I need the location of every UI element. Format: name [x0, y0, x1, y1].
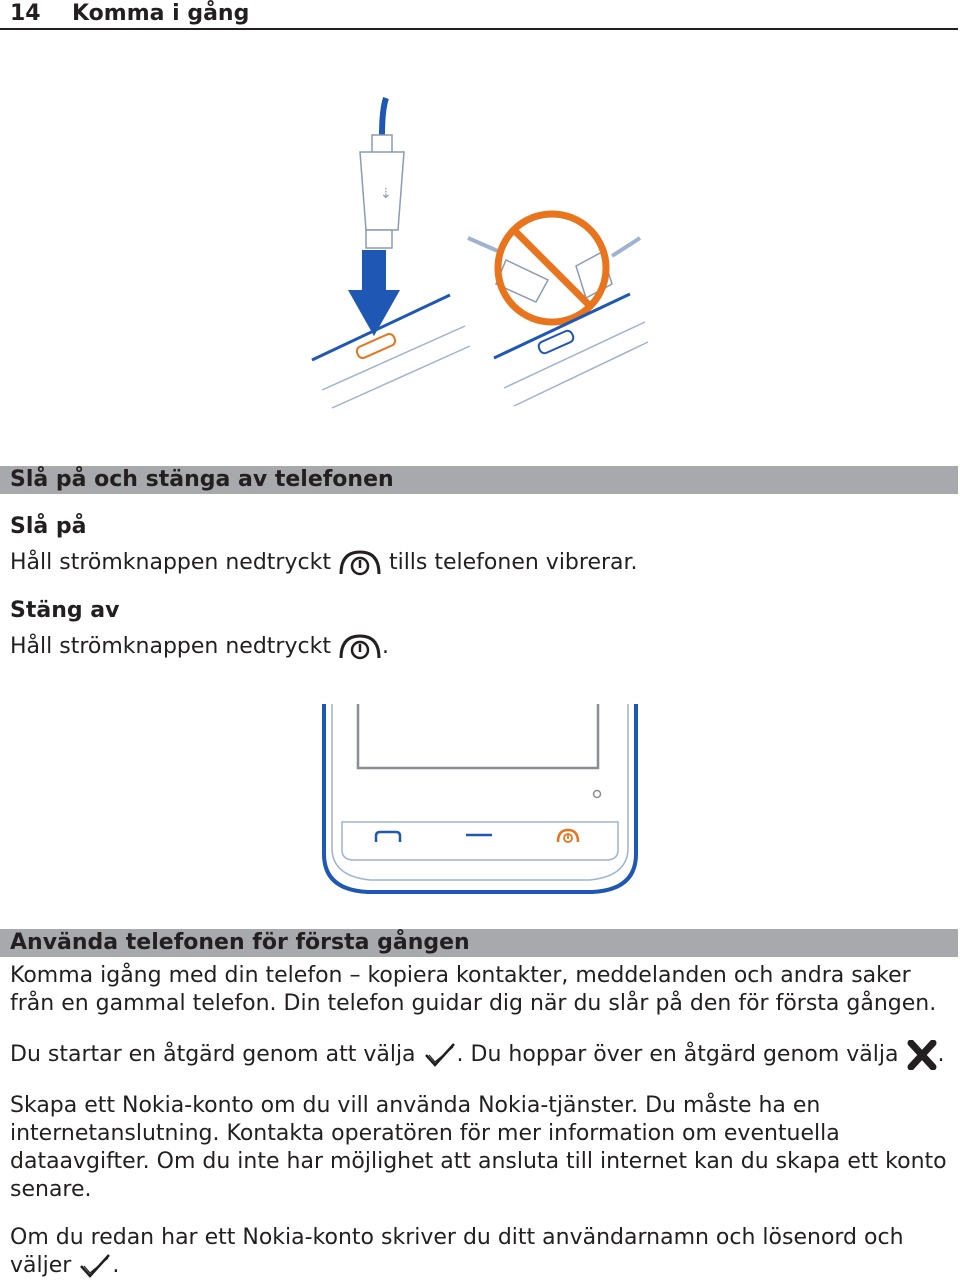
section-heading-first-use: Använda telefonen för första gången — [0, 929, 958, 957]
action-instruction: Du startar en åtgärd genom att välja . Du hoppar över en åtgärd genom välja . — [10, 1040, 945, 1070]
power-key-icon — [338, 632, 382, 662]
power-on-instruction: Håll strömknappen nedtryckt tills telefonen vibrerar. — [10, 548, 638, 578]
page-header — [0, 0, 958, 30]
power-key-icon — [338, 548, 382, 578]
first-use-intro: Komma igång med din telefon – kopiera kontakter, meddelanden och andra saker från en gammal telefon. Din telefon guidar dig när du slår på den för första gången. — [10, 963, 937, 1016]
cross-icon — [906, 1040, 938, 1070]
checkmark-icon — [78, 1252, 112, 1280]
power-off-instruction: Håll strömknappen nedtryckt . — [10, 632, 389, 662]
subheading-power-on: Slå på — [10, 514, 87, 539]
page-title: Komma i gång — [72, 1, 250, 26]
checkmark-icon — [423, 1041, 457, 1069]
existing-account-paragraph: Om du redan har ett Nokia-konto skriver du ditt användarnamn och lösenord och väljer . — [10, 1225, 904, 1278]
phone-front-illustration — [318, 704, 642, 900]
svg-text:⇣: ⇣ — [380, 186, 392, 202]
section-heading-power: Slå på och stänga av telefonen — [0, 466, 958, 494]
subheading-power-off: Stäng av — [10, 598, 120, 623]
usb-connection-illustration — [300, 90, 660, 420]
page-number: 14 — [10, 1, 41, 26]
account-paragraph: Skapa ett Nokia-konto om du vill använda Nokia-tjänster. Du måste ha en internetanslutning. Kontakta operatören för mer information om eventuella dataavgifter. Om du inte har möjlighet att ansluta till internet kan du skapa ett konto senare. — [10, 1093, 947, 1202]
